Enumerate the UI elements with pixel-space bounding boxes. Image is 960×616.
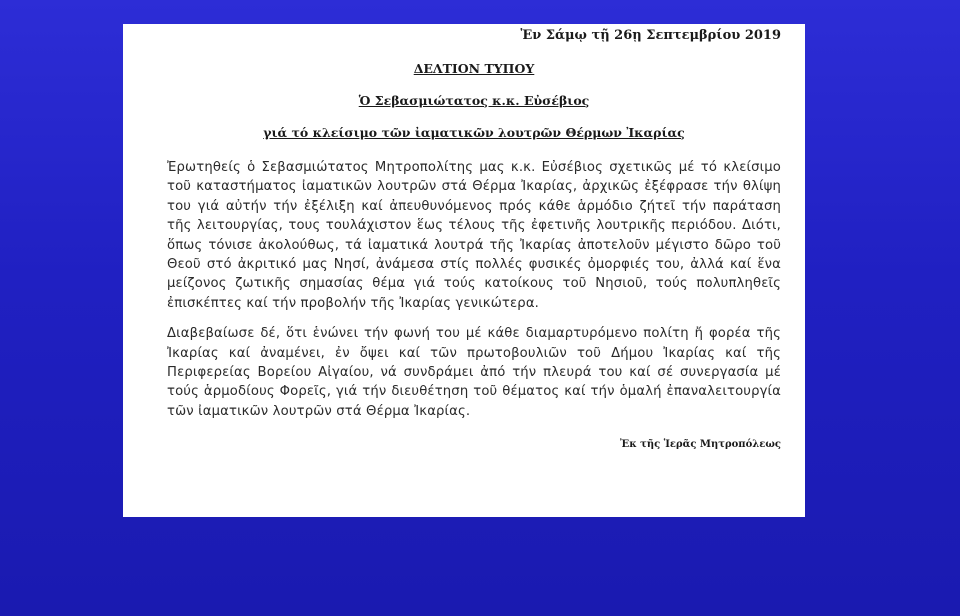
signature: Ἐκ τῆς Ἱερᾶς Μητροπόλεως: [620, 439, 781, 451]
body-paragraph-1: Ἐρωτηθείς ὁ Σεβασμιώτατος Μητροπολίτης μας κ.κ. Εὐσέβιος σχετικῶς μέ τό κλείσιμο τοῦ καταστήματος ἰαματικῶν λουτρῶν στά Θέρμα Ἰκαρίας, ἀρχικῶς ἐξέφρασε τήν θλίψη του γιά αὐτήν τήν ἐξέλιξη καί ἀπευθυνόμενος πρός κάθε ἁρμόδιο ζήτεῖ τήν παράταση τῆς λειτουργίας, τους τουλάχιστον ἕως τέλους τῆς ἐφετινῆς λουτρικῆς περιόδου. Διότι, ὅπως τόνισε ἀκολούθως, τά ἰαματικά λουτρά τῆς Ἰκαρίας ἀποτελοῦν μέγιστο δῶρο τοῦ Θεοῦ στό ἀκριτικό μας Νησί, ἀνάμεσα στίς πολλές φυσικές ὀμορφιές του, ἀλλά καί ἕνα μείζονος ζωτικῆς σημασίας θέμα γιά τούς κατοίκους τοῦ Νησιοῦ, τούς πολυπληθεῖς ἐπισκέπτες καί τήν προβολήν τῆς Ἰκαρίας γενικώτερα.: [167, 160, 781, 311]
document-subtitle: Ὁ Σεβασμιώτατος κ.κ. Εὐσέβιος: [358, 93, 590, 108]
document-title: ΔΕΛΤΙΟΝ ΤΥΠΟΥ: [413, 61, 535, 76]
body-paragraph-2: Διαβεβαίωσε δέ, ὅτι ἑνώνει τήν φωνή του μέ κάθε διαμαρτυρόμενο πολίτη ἤ φορέα τῆς Ἰκαρίας καί ἀναμένει, ἐν ὄψει καί τῶν πρωτοβουλιῶν τοῦ Δήμου Ἰκαρίας καί τῆς Περιφερείας Βορείου Αἰγαίου, νά συνδράμει ἀπό τήν πλευρά του καί σέ συνεργασία μέ τούς ἁρμοδίους Φορεῖς, γιά τήν διευθέτηση τοῦ θέματος καί τήν ὁμαλή ἐπαναλειτουργία τῶν ἰαματικῶν λουτρῶν στά Θέρμα Ἰκαρίας.: [167, 326, 781, 419]
press-release-document: [123, 24, 805, 517]
document-topic: γιά τό κλείσιμο τῶν ἰαματικῶν λουτρῶν Θέρμων Ἰκαρίας: [263, 125, 685, 140]
dateline: Ἐν Σάμῳ τῇ 26ῃ Σεπτεμβρίου 2019: [520, 28, 781, 43]
